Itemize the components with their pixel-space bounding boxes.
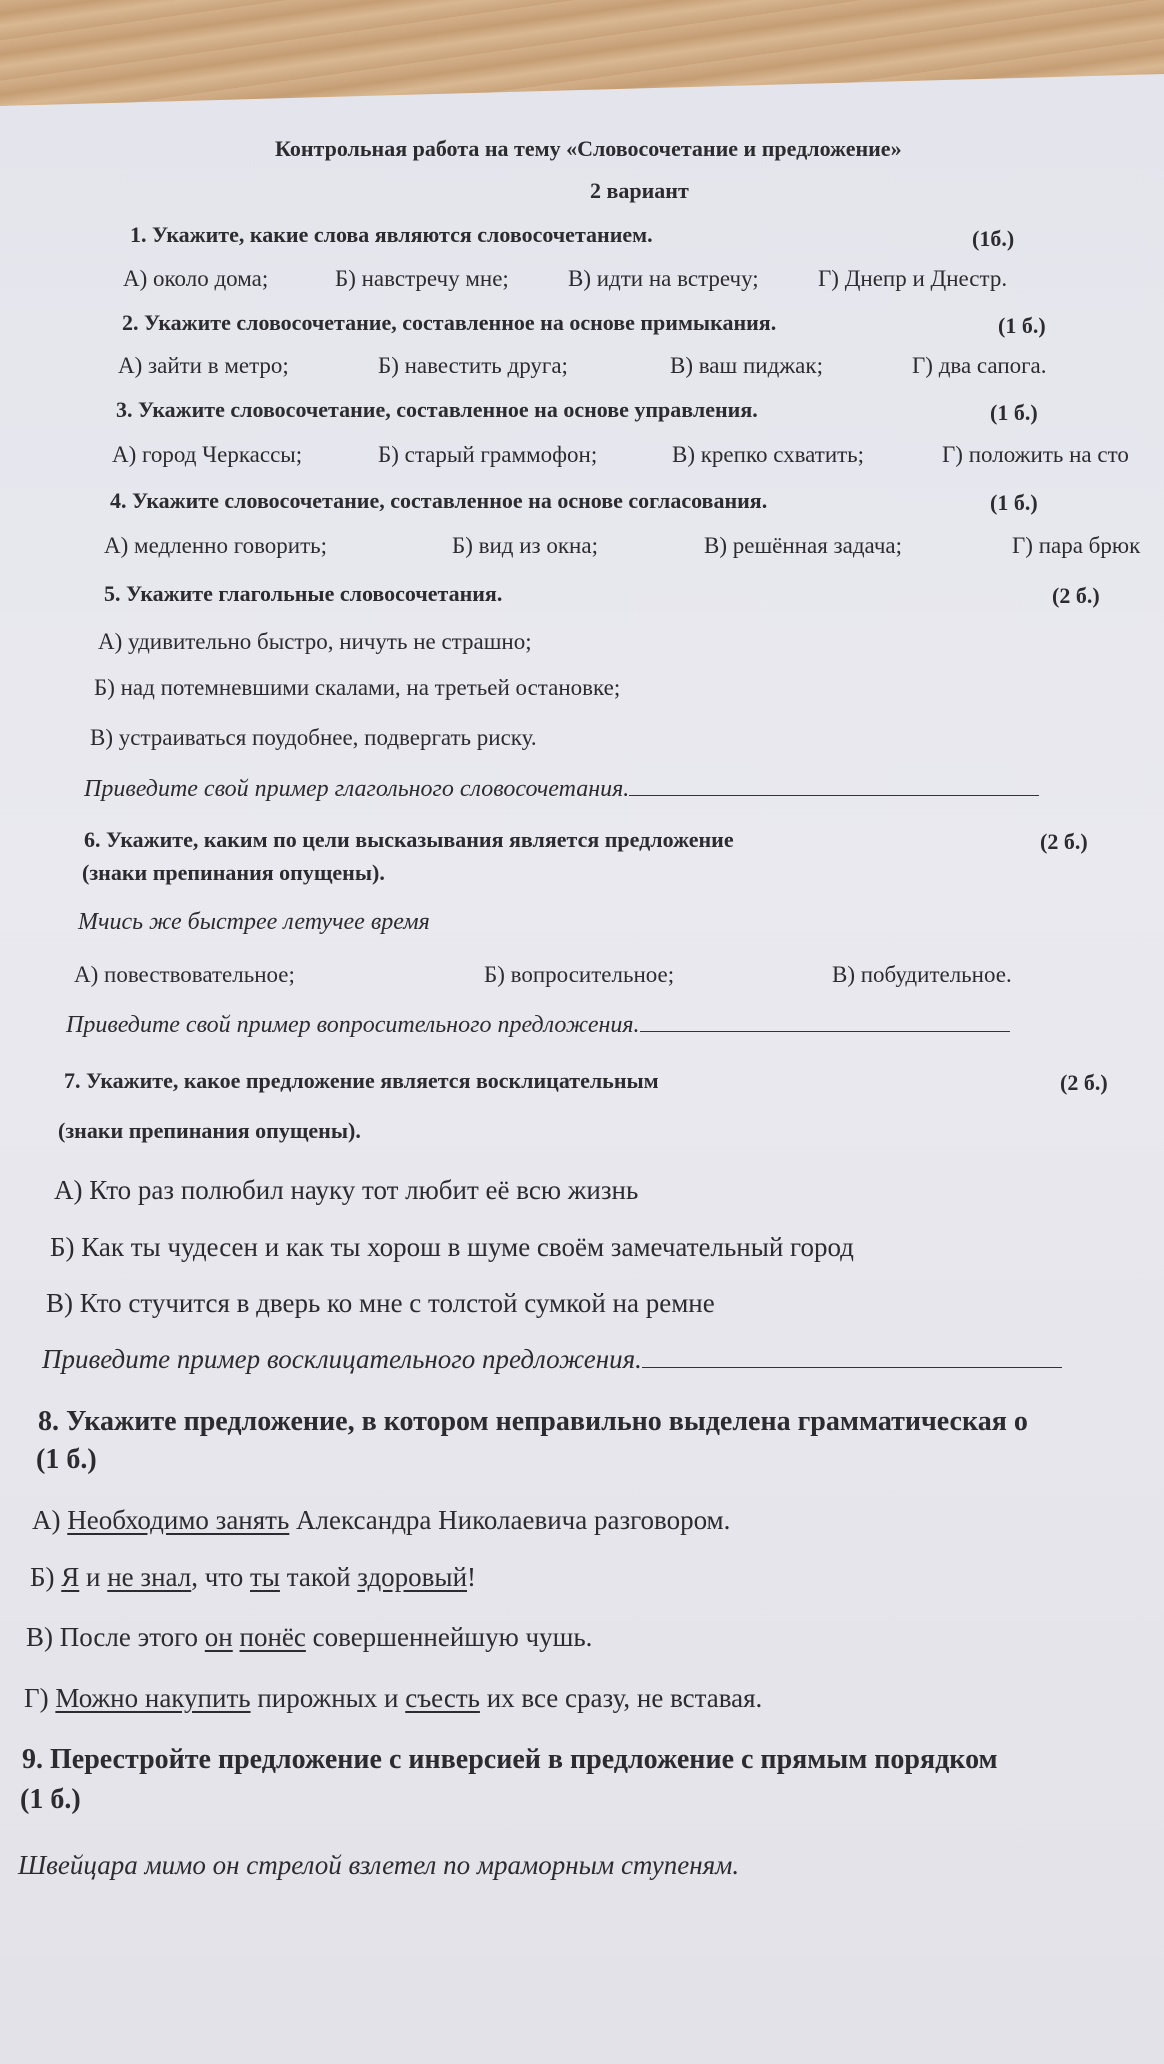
q2-option-a: А) зайти в метро;: [118, 353, 289, 378]
q2-option-d: Г) два сапога.: [912, 353, 1047, 378]
q7-option-c: В) Кто стучится в дверь ко мне с толстой сумкой на ремне: [46, 1288, 715, 1318]
question-5: 5. Укажите глагольные словосочетания.: [104, 581, 503, 606]
q3-option-c: В) крепко схватить;: [672, 442, 865, 467]
q3-option-b: Б) старый граммофон;: [378, 442, 598, 467]
question-6: 6. Укажите, каким по цели высказывания является предложение: [84, 827, 734, 852]
question-1: 1. Укажите, какие слова являются словосочетанием.: [130, 222, 653, 247]
q1-option-d: Г) Днепр и Днестр.: [818, 266, 1008, 291]
question-1-points: (1б.): [972, 226, 1015, 251]
q1-option-a: А) около дома;: [123, 266, 269, 291]
q8-option-c: В) После этого он понёс совершеннейшую чушь.: [26, 1622, 593, 1652]
q6-prompt: Приведите свой пример вопросительного предложения.: [66, 1013, 1010, 1037]
q2-option-c: В) ваш пиджак;: [670, 353, 823, 378]
question-2: 2. Укажите словосочетание, составленное на основе примыкания.: [122, 310, 777, 335]
q5-option-a: А) удивительно быстро, ничуть не страшно;: [98, 629, 532, 654]
q7-prompt: Приведите пример восклицательного предложения.: [42, 1346, 1062, 1373]
question-8-points: (1 б.): [36, 1444, 97, 1475]
worksheet-title: Контрольная работа на тему «Словосочетание и предложение»: [275, 136, 902, 161]
q3-option-a: А) город Черкассы;: [112, 442, 303, 467]
question-7-points: (2 б.): [1060, 1070, 1108, 1095]
q1-option-b: Б) навстречу мне;: [335, 266, 509, 291]
question-6-points: (2 б.): [1040, 829, 1088, 854]
q3-option-d: Г) положить на сто: [942, 442, 1129, 467]
variant-label: 2 вариант: [590, 178, 689, 203]
q8-option-b: Б) Я и не знал, что ты такой здоровый!: [30, 1562, 477, 1592]
q9-sentence: Швейцара мимо он стрелой взлетел по мраморным ступеням.: [18, 1850, 740, 1880]
question-9: 9. Перестройте предложение с инверсией в предложение с прямым порядком: [22, 1744, 998, 1775]
q6-option-b: Б) вопросительное;: [484, 962, 675, 987]
q2-option-b: Б) навестить друга;: [378, 353, 568, 378]
question-8: 8. Укажите предложение, в котором неправильно выделена грамматическая о: [38, 1406, 1028, 1437]
q5-option-b: Б) над потемневшими скалами, на третьей остановке;: [94, 675, 621, 700]
question-2-points: (1 б.): [998, 313, 1046, 338]
q7-option-b: Б) Как ты чудесен и как ты хорош в шуме своём замечательный город: [50, 1232, 854, 1262]
q4-option-a: А) медленно говорить;: [104, 533, 328, 558]
q7-option-a: А) Кто раз полюбил науку тот любит её всю жизнь: [54, 1175, 639, 1205]
question-4-points: (1 б.): [990, 490, 1038, 515]
q8-option-d: Г) Можно накупить пирожных и съесть их все сразу, не вставая.: [24, 1683, 763, 1713]
question-3: 3. Укажите словосочетание, составленное на основе управления.: [116, 397, 758, 422]
question-7-note: (знаки препинания опущены).: [58, 1118, 361, 1143]
question-3-points: (1 б.): [990, 400, 1038, 425]
q4-option-d: Г) пара брюк: [1012, 533, 1141, 558]
question-5-points: (2 б.): [1052, 583, 1100, 608]
q4-option-b: Б) вид из окна;: [452, 533, 598, 558]
question-9-points: (1 б.): [20, 1784, 81, 1815]
q5-option-c: В) устраиваться поудобнее, подвергать риску.: [90, 725, 537, 750]
q4-option-c: В) решённая задача;: [704, 533, 902, 558]
q6-sentence: Мчись же быстрее летучее время: [78, 909, 430, 935]
q6-option-c: В) побудительное.: [832, 962, 1012, 987]
question-6-note: (знаки препинания опущены).: [82, 860, 385, 885]
question-4: 4. Укажите словосочетание, составленное на основе согласования.: [110, 488, 768, 513]
question-7: 7. Укажите, какое предложение является восклицательным: [64, 1068, 659, 1093]
q6-option-a: А) повествовательное;: [74, 962, 295, 987]
q5-prompt: Приведите свой пример глагольного словосочетания.: [84, 777, 1039, 801]
q8-option-a: А) Необходимо занять Александра Николаевича разговором.: [32, 1505, 731, 1535]
q1-option-c: В) идти на встречу;: [568, 266, 759, 291]
